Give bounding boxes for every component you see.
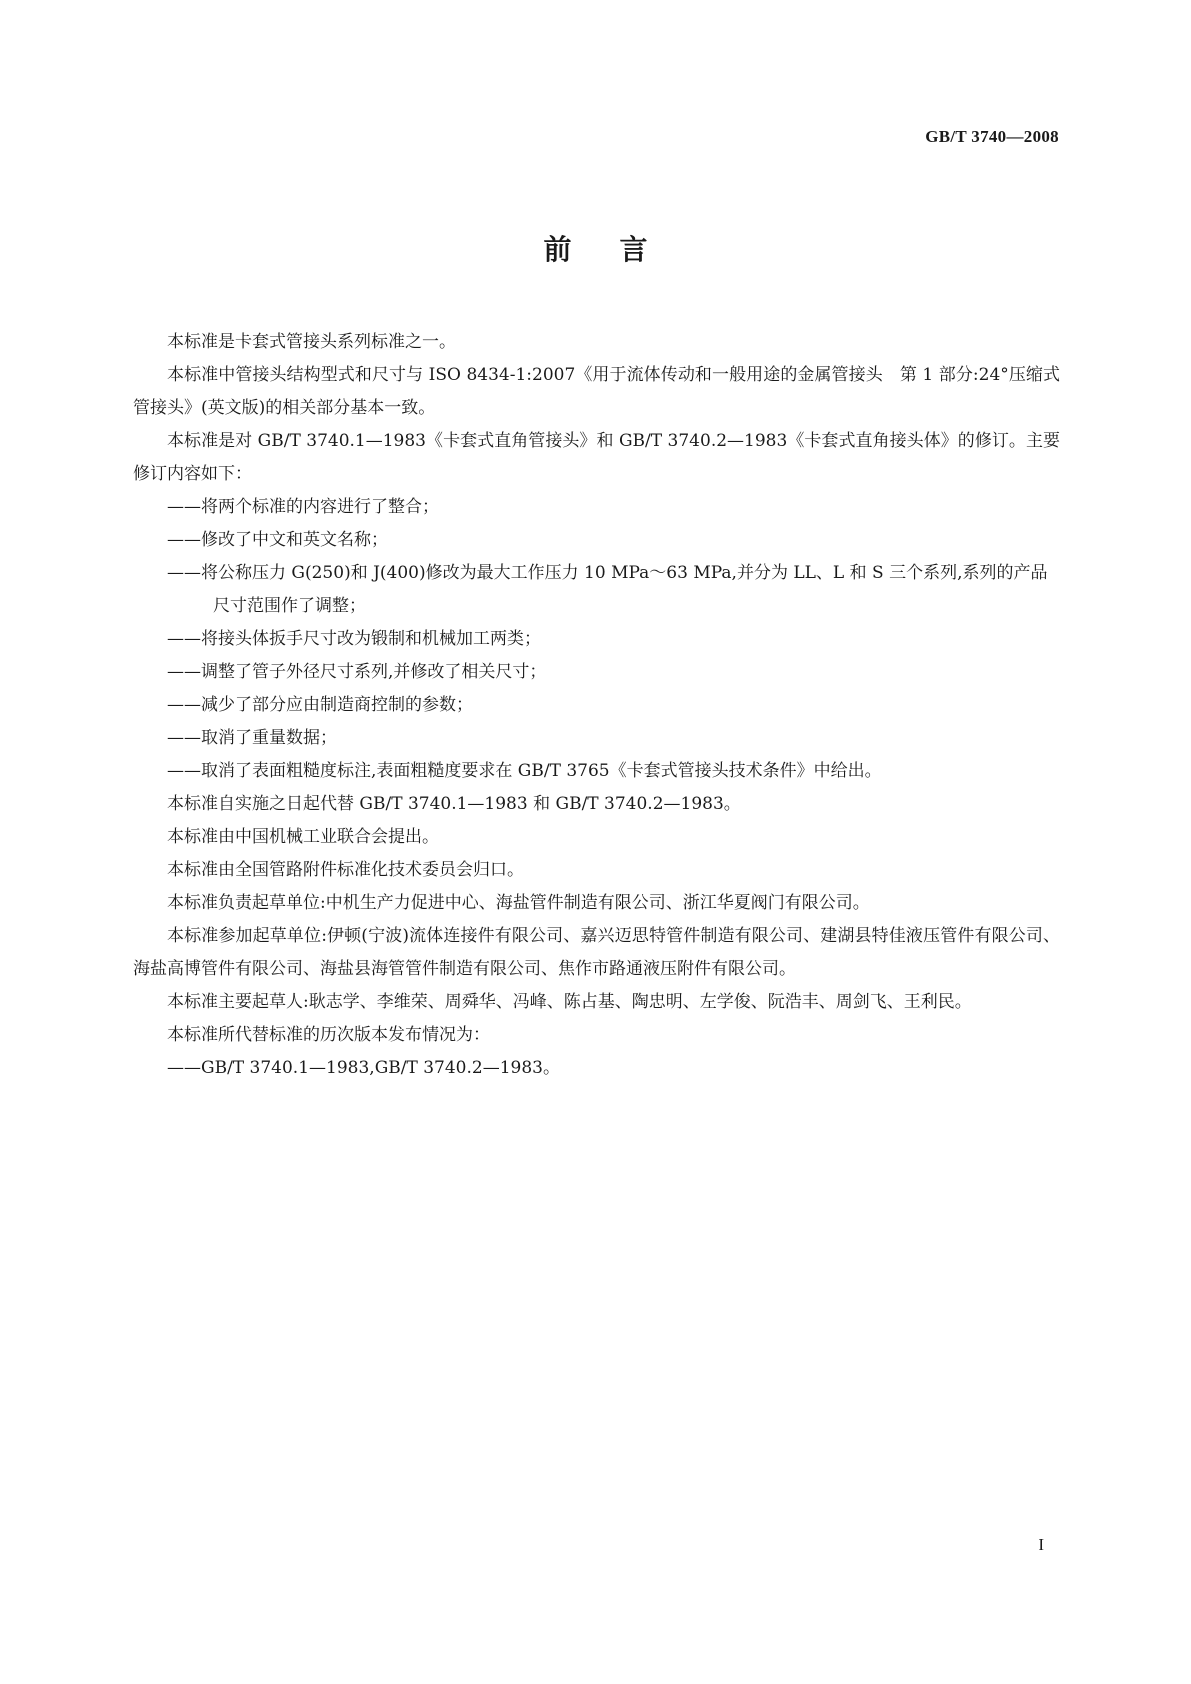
revision-item: ——将接头体扳手尺寸改为锻制和机械加工两类； (167, 629, 541, 649)
revision-item: ——修改了中文和英文名称； (167, 530, 388, 550)
paragraph-replacement: 本标准自实施之日起代替 GB/T 3740.1—1983 和 GB/T 3740.2—1983。 (167, 794, 741, 814)
revision-item: ——取消了重量数据； (167, 728, 337, 748)
page-title: 前言 (543, 233, 696, 266)
revision-item: ——将公称压力 G(250)和 J(400)修改为最大工作压力 10 MPa～63 MPa,并分为 LL、L 和 S 三个系列,系列的产品尺寸范围作了调整； (167, 563, 1048, 616)
standard-code: GB/T 3740—2008 (925, 127, 1059, 146)
paragraph-history: 本标准所代替标准的历次版本发布情况为： (167, 1025, 490, 1045)
revision-item: ——减少了部分应由制造商控制的参数； (167, 695, 473, 715)
paragraph-drafting-units: 本标准负责起草单位:中机生产力促进中心、海盐管件制造有限公司、浙江华夏阀门有限公司。 (167, 893, 870, 913)
revision-item: ——调整了管子外径尺寸系列,并修改了相关尺寸； (167, 662, 547, 682)
paragraph-revision: 本标准是对 GB/T 3740.1—1983《卡套式直角管接头》和 GB/T 3740.2—1983《卡套式直角接头体》的修订。主要修订内容如下： (133, 431, 1060, 484)
paragraph-drafters: 本标准主要起草人:耿志学、李维荣、周舜华、冯峰、陈占基、陶忠明、左学俊、阮浩丰、周剑飞、王利民。 (167, 992, 972, 1012)
history-item: ——GB/T 3740.1—1983,GB/T 3740.2—1983。 (167, 1058, 560, 1078)
paragraph-proposed-by: 本标准由中国机械工业联合会提出。 (167, 827, 439, 847)
paragraph-participating-units: 本标准参加起草单位:伊顿(宁波)流体连接件有限公司、嘉兴迈思特管件制造有限公司、建湖县特佳液压管件有限公司、海盐高博管件有限公司、海盐县海管管件制造有限公司、焦作市路通液压附件有限公司。 (133, 926, 1060, 979)
revision-item: ——将两个标准的内容进行了整合； (167, 497, 439, 517)
document-body (133, 326, 1060, 1085)
paragraph-iso-equivalence: 本标准中管接头结构型式和尺寸与 ISO 8434-1:2007《用于流体传动和一般用途的金属管接头 第 1 部分:24°压缩式管接头》(英文版)的相关部分基本一致。 (133, 365, 1060, 418)
revision-item: ——取消了表面粗糙度标注,表面粗糙度要求在 GB/T 3765《卡套式管接头技术条件》中给出。 (167, 761, 882, 781)
page-number: I (1038, 1535, 1044, 1554)
paragraph-series: 本标准是卡套式管接头系列标准之一。 (167, 332, 456, 352)
paragraph-centralized-by: 本标准由全国管路附件标准化技术委员会归口。 (167, 860, 524, 880)
